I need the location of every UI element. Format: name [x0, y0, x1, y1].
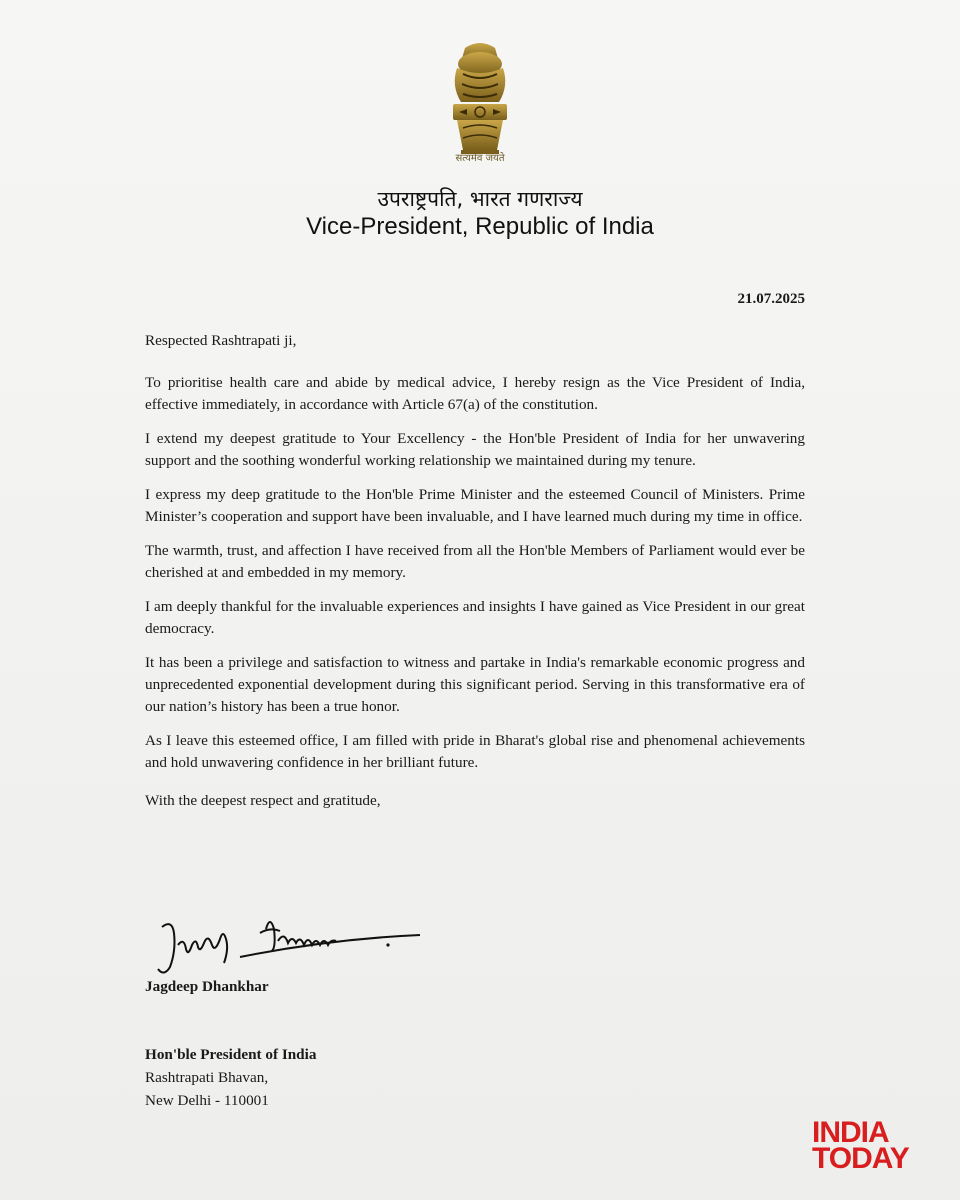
watermark-line: INDIA — [812, 1116, 889, 1149]
recipient-address — [145, 1043, 316, 1112]
closing-line: With the deepest respect and gratitude, — [145, 792, 381, 809]
india-today-watermark — [812, 1116, 932, 1175]
watermark-line: TODAY — [812, 1142, 909, 1175]
address-line: New Delhi - 110001 — [145, 1092, 269, 1109]
paragraph: It has been a privilege and satisfaction to witness and partake in India's remarkable economic progress and unprecedented exponential development during this significant period. Serving in this transformative era of our nation’s history has been a true honor. — [145, 654, 805, 715]
letter-date: 21.07.2025 — [737, 291, 805, 307]
letterhead-title-english: Vice-President, Republic of India — [306, 213, 654, 240]
paragraph: As I leave this esteemed office, I am filled with pride in Bharat's global rise and phenomenal achievements and hold unwavering confidence in her brilliant future. — [145, 732, 805, 771]
letter-body — [145, 330, 805, 827]
paragraph: To prioritise health care and abide by medical advice, I hereby resign as the Vice President of India, effective immediately, in accordance with Article 67(a) of the constitution. — [145, 374, 805, 413]
letterhead-title-hindi: उपराष्ट्रपति, भारत गणराज्य — [377, 187, 583, 211]
address-line: Hon'ble President of India — [145, 1046, 317, 1063]
salutation: Respected Rashtrapati ji, — [145, 332, 297, 349]
paragraph: I am deeply thankful for the invaluable experiences and insights I have gained as Vice President in our great democracy. — [145, 598, 805, 637]
emblem-motto: सत्यमेव जयते — [455, 153, 505, 164]
paragraph: I extend my deepest gratitude to Your Excellency - the Hon'ble President of India for her unwavering support and the soothing wonderful working relationship we maintained during my tenure. — [145, 430, 805, 469]
address-line: Rashtrapati Bhavan, — [145, 1069, 269, 1086]
handwritten-signature — [148, 905, 428, 985]
paragraph: I express my deep gratitude to the Hon'ble Prime Minister and the esteemed Council of Ministers. Prime Minister’s cooperation and support have been invaluable, and I have learned much during my time in office. — [145, 486, 805, 525]
paragraph: The warmth, trust, and affection I have received from all the Hon'ble Members of Parliament would ever be cherished at and embedded in my memory. — [145, 542, 805, 581]
signer-name: Jagdeep Dhankhar — [145, 978, 269, 995]
